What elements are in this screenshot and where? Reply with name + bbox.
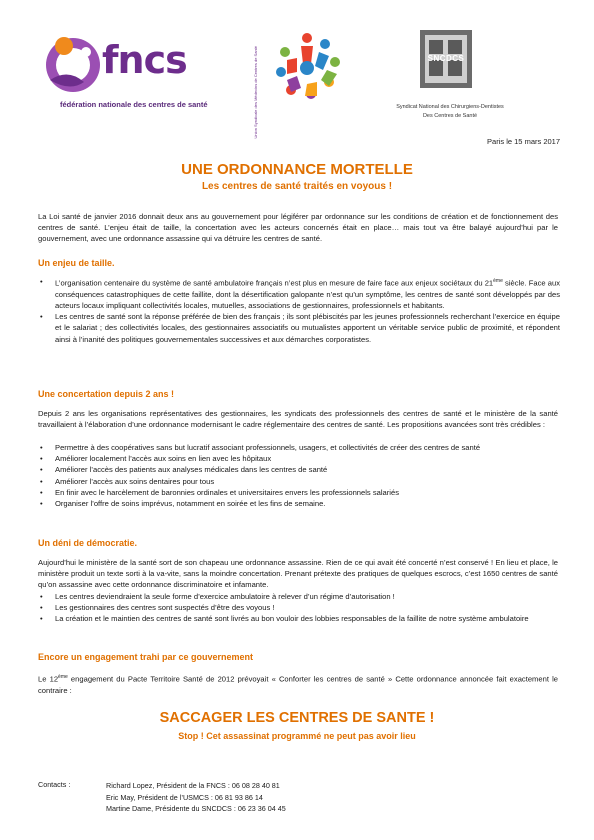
sncdcs-subtitle-line-1: Syndicat National des Chirurgiens-Dentistes xyxy=(396,104,504,110)
list-item: • Permettre à des coopératives sans but lucratif associant professionnels, usagers, et collectivités de créer des centres de santé xyxy=(38,442,560,453)
conclusion-subtitle: Stop ! Cet assassinat programmé ne peut pas avoir lieu xyxy=(178,731,416,741)
section-1-heading: Un enjeu de taille. xyxy=(38,258,115,268)
section-4-paragraph: Le 12ème engagement du Pacte Territoire Santé de 2012 prévoyait « Conforter les centres de santé » Cette ordonnance annoncée fait exactement le contraire : xyxy=(38,674,558,695)
sncdcs-subtitle xyxy=(395,103,505,121)
people-circle-icon xyxy=(257,24,357,112)
conclusion-title: SACCAGER LES CENTRES DE SANTE ! xyxy=(159,710,435,726)
contact-line: Richard Lopez, Président de la FNCS : 06 08 28 40 81 xyxy=(106,781,280,790)
section-2-list xyxy=(38,442,560,509)
usmcs-logo xyxy=(253,24,357,139)
section-4-heading: Encore un engagement trahi par ce gouvernement xyxy=(38,652,254,662)
contact-line: Eric May, Président de l’USMCS : 06 81 93 86 14 xyxy=(106,792,263,802)
list-item: • Les centres deviendraient la seule forme d’exercice ambulatoire à relever d’un régime d’autorisation ! xyxy=(38,591,560,602)
intro-paragraph: La Loi santé de janvier 2016 donnait deux ans au gouvernement pour légiférer par ordonnance sur les conditions de création et de fonctionnement des centres de santé. L’enjeu était de taille, la concertation avec les acteurs concernés était en place… mais tout va être balayé aujourd’hui par le gouvernement, avec une ordonnance assassine qui va détruire les centres de santé. xyxy=(38,212,558,244)
contact-line: Martine Dame, Présidente du SNCDCS : 06 23 36 04 45 xyxy=(106,804,286,813)
list-item: • Améliorer l’accès des patients aux analyses médicales dans les centres de santé xyxy=(38,464,560,475)
list-item: • Organiser l’offre de soins imprévus, notamment en soirée et les fins de semaine. xyxy=(38,498,560,509)
document-date: Paris le 15 mars 2017 xyxy=(487,137,560,146)
section-2-paragraph: Depuis 2 ans les organisations représentatives des gestionnaires, les syndicats des professionnels des centres de santé et le ministère de la santé travaillaient à l’élaboration d’une ordonnance modernisant le cadre réglementaire des centres de santé. Les propositions avancées sont très crédibles : xyxy=(38,409,558,430)
contacts-list xyxy=(106,780,286,815)
section-3-heading: Un déni de démocratie. xyxy=(38,538,138,548)
section-1-list xyxy=(38,276,560,345)
section-3-paragraph: Aujourd’hui le ministère de la santé sort de son chapeau une ordonnance assassine. Rien de ce qui avait été concerté n’est conservé ! En lieu et place, le ministère produit un texte sorti à la va-vite, sans la moindre concertation. Prenant prétexte des pratiques de quelques escrocs, c’est 1650 centres de santé qu’on assassine avec cette ordonnance discriminatoire et infamante. xyxy=(38,558,558,590)
sncdcs-subtitle-line-2: Des Centres de Santé xyxy=(422,113,478,119)
list-item: • Les centres de santé sont la réponse préférée de bien des français ; ils sont plébiscités par les jeunes professionnels recherchant l’exercice en équipe et le salariat ; des collectivités locales, des gestionnaires associatifs ou mutualistes apportent un véritable service public de proximité, et répondent ainsi à l’inanité des politiques gouvernementales successives et aux démarches corporatistes. xyxy=(38,311,560,345)
fncs-wordmark: fncs xyxy=(102,38,187,82)
fncs-logo xyxy=(40,30,208,110)
list-item: • En finir avec le harcèlement de baronnies ordinales et universitaires envers les professionnels salariés xyxy=(38,487,560,498)
sncdcs-logo xyxy=(420,30,472,88)
document-title: UNE ORDONNANCE MORTELLE xyxy=(181,161,413,178)
list-item: • Les gestionnaires des centres sont suspectés d’être des voyous ! xyxy=(38,602,560,613)
section-2-heading: Une concertation depuis 2 ans ! xyxy=(38,389,175,399)
list-item: • L’organisation centenaire du système de santé ambulatoire français n’est plus en mesure de faire face aux enjeux sociétaux du 21ème siècle. Face aux conséquences catastrophiques de cette faillite, dont la désertification galopante n’est qu’un symptôme, les centres de santé sont développés par des acteurs locaux impliquant collectivités locales, mutuelles, associations de gestionnaires, professionnels et habitants. xyxy=(38,276,560,311)
contacts-label: Contacts : xyxy=(38,780,71,789)
document-subtitle: Les centres de santé traités en voyous ! xyxy=(201,181,393,192)
section-3-list xyxy=(38,591,560,625)
list-item: • La création et le maintien des centres de santé sont livrés au bon vouloir des lobbies responsables de la faillite de notre système ambulatoire xyxy=(38,613,560,624)
fncs-emblem-icon xyxy=(40,30,110,100)
usmcs-logo-text: Union Syndicale des Médecins de Centres de Santé xyxy=(253,46,258,139)
sncdcs-logo-text: SNCDCS xyxy=(427,54,465,63)
list-item: • Améliorer l’accès aux soins dentaires pour tous xyxy=(38,476,560,487)
fncs-subtitle: fédération nationale des centres de santé xyxy=(60,100,208,109)
list-item: • Améliorer localement l’accès aux soins en lien avec les hôpitaux xyxy=(38,453,560,464)
